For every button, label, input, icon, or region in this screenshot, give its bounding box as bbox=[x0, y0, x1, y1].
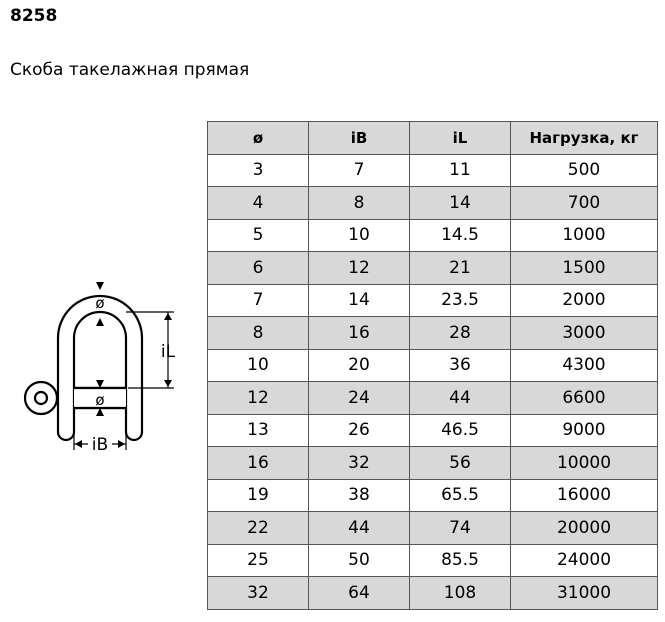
table-row bbox=[208, 382, 658, 415]
inner-width-label: iB bbox=[91, 435, 109, 455]
table-cell: 32 bbox=[208, 577, 309, 610]
column-header: iL bbox=[410, 122, 511, 155]
table-cell: 16 bbox=[309, 317, 410, 350]
table-cell: 12 bbox=[208, 382, 309, 415]
table-cell: 5 bbox=[208, 219, 309, 252]
table-cell: 1000 bbox=[511, 219, 658, 252]
arrow-top-up bbox=[96, 318, 104, 326]
table-cell: 8 bbox=[309, 187, 410, 220]
table-cell: 19 bbox=[208, 479, 309, 512]
table-cell: 4300 bbox=[511, 349, 658, 382]
table-cell: 10 bbox=[208, 349, 309, 382]
table-cell: 36 bbox=[410, 349, 511, 382]
arrow-pin-down bbox=[96, 380, 104, 388]
table-cell: 7 bbox=[208, 284, 309, 317]
table-cell: 24000 bbox=[511, 544, 658, 577]
table-cell: 8 bbox=[208, 317, 309, 350]
table-row bbox=[208, 447, 658, 480]
table-cell: 20 bbox=[309, 349, 410, 382]
table-cell: 2000 bbox=[511, 284, 658, 317]
table-cell: 10000 bbox=[511, 447, 658, 480]
table-cell: 21 bbox=[410, 252, 511, 285]
table-cell: 16000 bbox=[511, 479, 658, 512]
table-cell: 65.5 bbox=[410, 479, 511, 512]
column-header: Нагрузка, кг bbox=[511, 122, 658, 155]
table-cell: 64 bbox=[309, 577, 410, 610]
table-cell: 700 bbox=[511, 187, 658, 220]
table-cell: 24 bbox=[309, 382, 410, 415]
specs-table bbox=[207, 121, 658, 610]
table-cell: 44 bbox=[309, 512, 410, 545]
inner-length-label: iL bbox=[160, 342, 176, 362]
table-row bbox=[208, 414, 658, 447]
table-cell: 108 bbox=[410, 577, 511, 610]
table-cell: 14 bbox=[309, 284, 410, 317]
table-row bbox=[208, 284, 658, 317]
shackle-drawing bbox=[18, 272, 188, 462]
table-row bbox=[208, 187, 658, 220]
table-cell: 56 bbox=[410, 447, 511, 480]
table-cell: 7 bbox=[309, 154, 410, 187]
table-row bbox=[208, 544, 658, 577]
table-row bbox=[208, 577, 658, 610]
table-cell: 22 bbox=[208, 512, 309, 545]
table-cell: 6 bbox=[208, 252, 309, 285]
table-row bbox=[208, 349, 658, 382]
table-cell: 13 bbox=[208, 414, 309, 447]
table-cell: 16 bbox=[208, 447, 309, 480]
table-header-row bbox=[208, 122, 658, 155]
table-cell: 85.5 bbox=[410, 544, 511, 577]
table-cell: 4 bbox=[208, 187, 309, 220]
table-cell: 3 bbox=[208, 154, 309, 187]
table-row bbox=[208, 317, 658, 350]
table-cell: 11 bbox=[410, 154, 511, 187]
table-cell: 32 bbox=[309, 447, 410, 480]
table-cell: 44 bbox=[410, 382, 511, 415]
table-cell: 26 bbox=[309, 414, 410, 447]
table-cell: 9000 bbox=[511, 414, 658, 447]
table-cell: 46.5 bbox=[410, 414, 511, 447]
table-row bbox=[208, 219, 658, 252]
arrow-top-down bbox=[96, 282, 104, 290]
shackle-outer-outline bbox=[58, 296, 142, 440]
table-cell: 6600 bbox=[511, 382, 658, 415]
table-cell: 23.5 bbox=[410, 284, 511, 317]
table-cell: 500 bbox=[511, 154, 658, 187]
table-cell: 10 bbox=[309, 219, 410, 252]
diameter-pin-label: ø bbox=[95, 391, 105, 409]
table-cell: 3000 bbox=[511, 317, 658, 350]
table-cell: 50 bbox=[309, 544, 410, 577]
table-cell: 31000 bbox=[511, 577, 658, 610]
table-row bbox=[208, 252, 658, 285]
table-cell: 20000 bbox=[511, 512, 658, 545]
column-header: ø bbox=[208, 122, 309, 155]
shackle-eye-outer bbox=[25, 382, 57, 414]
column-header: iB bbox=[309, 122, 410, 155]
diameter-top-label: ø bbox=[95, 294, 105, 312]
table-cell: 1500 bbox=[511, 252, 658, 285]
table-cell: 14 bbox=[410, 187, 511, 220]
product-title: Скоба такелажная прямая bbox=[10, 60, 250, 80]
table-cell: 74 bbox=[410, 512, 511, 545]
product-code: 8258 bbox=[10, 6, 58, 26]
table-cell: 25 bbox=[208, 544, 309, 577]
table-row bbox=[208, 512, 658, 545]
arrow-pin-up bbox=[96, 408, 104, 416]
table-cell: 28 bbox=[410, 317, 511, 350]
table-cell: 14.5 bbox=[410, 219, 511, 252]
table-row bbox=[208, 479, 658, 512]
table-cell: 38 bbox=[309, 479, 410, 512]
shackle-eye-inner bbox=[35, 392, 47, 404]
table-cell: 12 bbox=[309, 252, 410, 285]
table-row bbox=[208, 154, 658, 187]
